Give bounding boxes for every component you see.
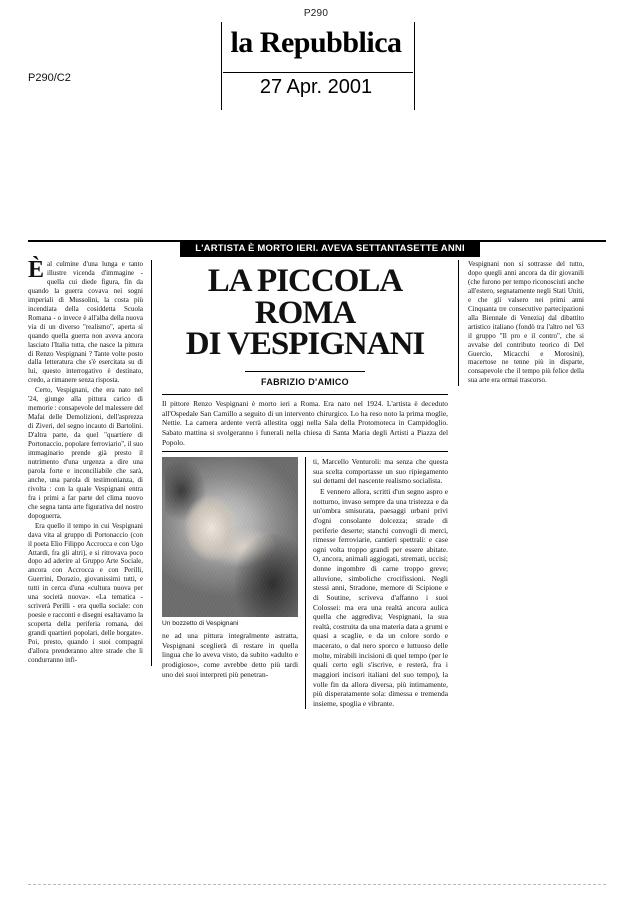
paragraph: ti, Marcello Venturoli: ma senza che questa sua scelta comportasse un suo ripiegamento sui dettami del nascente realismo socialista.: [313, 457, 448, 486]
lead-bottom-rule: [162, 451, 448, 452]
masthead-divider: [223, 72, 413, 73]
headline-line-1: LA PICCOLA ROMA: [207, 263, 403, 331]
lead-top-rule: [162, 394, 448, 395]
paragraph: Era quello il tempo in cui Vespignani dava vita al gruppo di Portonaccio (con il poeta Elio Filippo Accrocca e con Ugo Attardi, fra gli altri), e si ritrovava poco dopo ad aderire al Gruppo Arte Sociale, ancora con Accrocca e con Perilli, Guerrini, Dorazio, giovanissimi tutti, e tutti in cerca d'una «cultura nuova per una società nuova». «La tematica - scriverà Perilli - era quella sociale: con poesie e racconti e disegni esaltavamo la scoperta della periferia romana, dei grandi quartieri popolari, delle borgate». Poi, presto, quando i suoi compagni d'allora prenderanno altre strade che li condurranno infi-: [28, 521, 143, 664]
subcolumn-text-body: [313, 457, 448, 708]
subcolumn-photo-body: [162, 631, 298, 679]
subcolumn-photo: [162, 457, 305, 709]
article-photo: [162, 457, 298, 617]
paragraph: ne ad una pittura integralmente astratta, Vespignani sceglierà di restare in quella lingua che lo aveva visto, da subito «adulto e prodigioso», come avrebbe detto più tardi uno dei suoi interpreti più penetran-: [162, 631, 298, 679]
paragraph: E vennero allora, scritti d'un segno aspro e notturno, invaso sempre da una tristezza e da un'ombra smisurata, paesaggi urbani privi d'ogni consolante dolcezza; strade di periferie deserte; stanchi convogli di merci, rimesse ferroviarie, cantieri spettrali: e case ogni volta troppo grandi per essere abitate. O, ancora, animali aggiogati, stremati, uccisi; donne ingombre di carne troppo greve; alluvione, simboliche crocifissioni. Negli stessi anni, Stradone, memore di Scipione e di Soutine, scriveva d'affanno i suoi Colossei: ma era una realtà ancora aulica quella che aggrediva; Vespignani, la sua realtà, costruita da una materia data a grumi e quasi a scaglie, e da un colore sordo e macerato, o dal nero sporco e luttuoso delle molte, mirabili incisioni di quel tempo (per le quali certo egli s'iscrive, e resterà, fra i maggiori incisori italiani del suo tempo), la volle fin da allora diversa, più intimamente, più disperatamente sola: dimessa e tremenda insieme, spoglia e vibrante.: [313, 487, 448, 708]
article-columns: [28, 257, 606, 709]
masthead: [18, 22, 614, 110]
article-kicker: L'ARTISTA È MORTO IERI. AVEVA SETTANTASETTE ANNI: [180, 240, 480, 257]
column-4-body: [468, 260, 584, 385]
column-4: [458, 260, 584, 386]
byline-rule: [245, 371, 365, 372]
paragraph: Il pittore Renzo Vespignani è morto ieri a Roma. Era nato nel 1924. L'artista è deceduto all'Ospedale San Camillo a seguito di un intervento chirurgico. Lo ha reso noto la prima moglie, Nettie. La camera ardente verrà allestita oggi nella Sala della Protomoteca in Campidoglio. Sabato mattina si svolgeranno i funerali nella chiesa di Santa Maria degli Artisti a Piazza del Popolo.: [162, 399, 448, 447]
masthead-vertical-rule-left: [221, 22, 222, 110]
lead-paragraph-block: [162, 399, 448, 447]
photo-caption: Un bozzetto di Vespignani: [162, 620, 239, 628]
article: [28, 240, 606, 709]
column-center: [152, 260, 458, 709]
page-code-left: P290/C2: [28, 72, 71, 84]
byline: FABRIZIO D'AMICO: [261, 377, 349, 388]
photo-texture: [162, 457, 298, 617]
drop-cap: È: [28, 257, 45, 283]
paragraph-text: al culmine d'una lunga e tanto illustre vicenda d'immagine - quella cui diede figura, fin da quando la guerra covava nei sogni imperiali di Mussolini, la costa più incendiata della cosiddetta Scuola Romana - o invece è all'alba della nuova via di un diverso "realismo", aperta sì quando quella guerra non aveva ancora lasciato l'Italia tutta, che nasce la pittura di Renzo Vespignani ? Tante volte posto dalla letteratura che s'è esercitata su di lui, questo interrogativo è destinato, credo, a rimanere senza risposta.: [28, 260, 143, 385]
headline: [162, 263, 448, 363]
page-code-top: P290: [303, 8, 329, 19]
center-subcolumns: [162, 457, 448, 709]
paragraph: [28, 257, 143, 385]
subcolumn-text: [305, 457, 448, 709]
column-1-body: [28, 257, 143, 665]
paragraph: Vespignani non si sottrasse del tutto, dopo quegli anni ancora da dir giovanili (che furono per tempo riconosciuti anche all'estero, segnatamente negli Stati Uniti, e che gli valsero nei primi anni Cinquanta tre consecutive partecipazioni alla Biennale di Venezia) dal dibattito artistico italiano (fondò tra l'altro nel '63 il gruppo "Il pro e il contro", che si avvalse del contributo teorico di Del Guercio, Micacchi e Morosini), macertose ne tenne più in disparte, consapevole che il tempo più felice della sua arte era ormai trascorso.: [468, 260, 584, 385]
headline-line-2: DI VESPIGNANI: [185, 326, 425, 363]
masthead-vertical-rule-right: [414, 22, 415, 110]
paragraph: Certo, Vespignani, che era nato nel '24, giunge alla pittura carico di memorie : consapevole del malessere del Mafai delle Demolizioni, dell'asprezza di Ziveri, del segno incauto di Bartolini. D'altra parte, da quel "quartiere di Portonaccio, popolare ferroviario", il suo immaginario prende già presto il nutrimento d'una urgenza a dire una parola forte e inconciliabile che sarà, anche, una parola di testimonianza, di rivolta : con la quale Vespignani entra fra i primi a far parte del clima nuovo che segna tanta arte figurativa del nostro dopoguerra.: [28, 386, 143, 520]
column-1: [28, 257, 152, 666]
issue-date: 27 Apr. 2001: [259, 76, 373, 98]
newspaper-title: la Repubblica: [230, 26, 402, 59]
page-bottom-rule: [28, 884, 606, 885]
